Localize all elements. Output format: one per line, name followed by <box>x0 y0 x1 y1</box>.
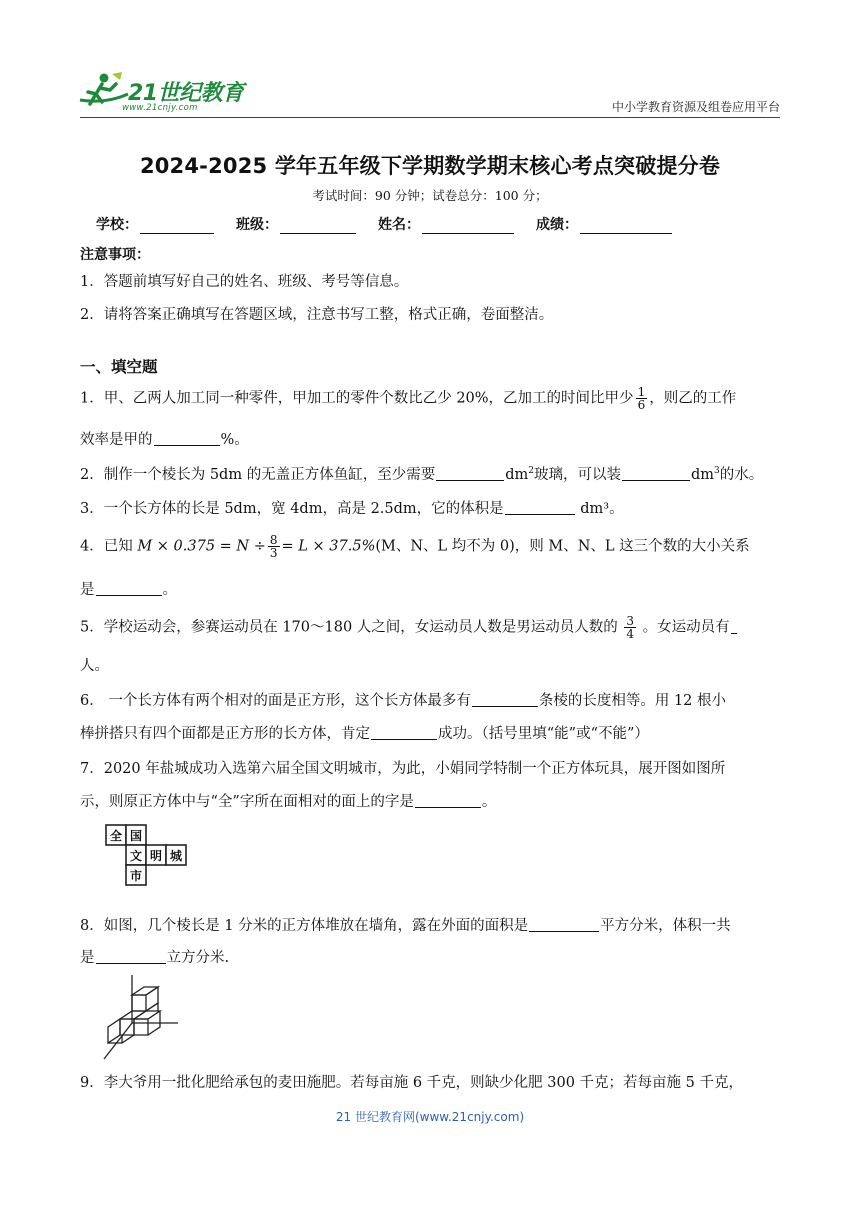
question-5-line-2: 人。 <box>80 658 109 674</box>
question-5-line-1: 5．学校运动会，参赛运动员在 170～180 人之间，女运动员人数是男运动员人数的 $\frac{3}{4}$ 。女运动员有 <box>80 615 738 640</box>
question-1-line-1: 1．甲、乙两人加工同一种零件，甲加工的零件个数比乙少 20%，乙加工的时间比甲少 $\frac{1}{6}$ ，则乙的工作 <box>80 385 737 412</box>
net-face-label: 国 <box>129 829 143 843</box>
exam-title: 2024-2025 学年五年级下学期数学期末核心考点突破提分卷 <box>139 154 721 178</box>
stacked-cubes-figure <box>100 973 182 1061</box>
question-4-line-1: 4．已知 M × 0.375 = N ÷ $\frac{8}{3}$ = L × 37.5%(M、N、L 均不为 0)，则 M、N、L 这三个数的大小关系 <box>80 533 750 560</box>
answer-blank[interactable] <box>436 466 504 482</box>
fraction: $\frac{1}{6}$ <box>637 385 646 412</box>
student-info-fields <box>96 214 694 234</box>
answer-blank[interactable] <box>415 793 481 809</box>
logo-url: www.21cnjy.com <box>122 103 198 113</box>
net-face-label: 城 <box>169 849 183 863</box>
answer-blank[interactable] <box>505 500 575 516</box>
answer-blank[interactable] <box>529 917 599 933</box>
class-field[interactable]: 班级： <box>236 214 356 234</box>
question-2: 2．制作一个棱长为 5dm 的无盖正方体鱼缸，至少需要 $dm^2$玻璃，可以装 $dm^3$的水。 <box>80 466 764 483</box>
question-8-line-1: 8．如图，几个棱长是 1 分米的正方体堆放在墙角，露在外面的面积是 平方分米，体积一共 <box>80 918 731 934</box>
answer-blank[interactable] <box>731 618 737 634</box>
answer-blank[interactable] <box>154 431 220 447</box>
score-field[interactable]: 成绩： <box>536 214 672 234</box>
net-face-label: 全 <box>109 829 123 843</box>
answer-blank[interactable] <box>472 692 538 708</box>
notice-item: 2．请将答案正确填写在答题区域，注意书写工整，格式正确，卷面整洁。 <box>80 307 554 323</box>
net-face-label: 明 <box>149 849 163 863</box>
cube-net-figure <box>104 823 194 889</box>
question-4-line-2: 是 。 <box>80 582 177 598</box>
question-6-line-1: 6． 一个长方体有两个相对的面是正方形，这个长方体最多有 条棱的长度相等。用 12 根小 <box>80 693 727 709</box>
section-title: 一、填空题 <box>80 358 158 376</box>
header-divider <box>80 117 780 118</box>
notice-heading: 注意事项： <box>80 247 150 263</box>
answer-blank[interactable] <box>96 581 162 597</box>
fraction: $\frac{3}{4}$ <box>626 614 635 641</box>
answer-blank[interactable] <box>371 725 437 741</box>
question-6-line-2: 棒拼搭只有四个面都是正方形的长方体，肯定 成功。（括号里填“能”或“不能”） <box>80 726 649 742</box>
question-1-line-2: 效率是甲的 %。 <box>80 432 249 448</box>
exam-info: 考试时间：90 分钟；试卷总分：100 分； <box>312 188 548 203</box>
question-9-line-1: 9．李大爷用一批化肥给承包的麦田施肥。若每亩施 6 千克，则缺少化肥 300 千克；若每亩施 5 千克， <box>80 1075 744 1091</box>
answer-blank[interactable] <box>96 949 166 965</box>
name-field[interactable]: 姓名： <box>378 214 514 234</box>
net-face-label: 市 <box>129 869 143 883</box>
page-footer[interactable]: 21 世纪教育网(www.21cnjy.com) <box>335 1110 525 1124</box>
question-7-line-2: 示，则原正方体中与“全”字所在面相对的面上的字是 。 <box>80 794 497 810</box>
school-field[interactable]: 学校： <box>96 214 214 234</box>
fraction: $\frac{8}{3}$ <box>269 533 278 560</box>
question-3: 3．一个长方体的长是 5dm，宽 4dm，高是 2.5dm，它的体积是 dm³。 <box>80 501 624 517</box>
answer-blank[interactable] <box>622 466 690 482</box>
platform-name: 中小学教育资源及组卷应用平台 <box>611 100 780 114</box>
net-face-label: 文 <box>129 849 143 863</box>
question-7-line-1: 7．2020 年盐城成功入选第六届全国文明城市，为此，小娟同学特制一个正方体玩具，展开图如图所 <box>80 761 726 777</box>
logo-text: 21世纪教育 <box>128 81 244 106</box>
notice-item: 1．答题前填写好自己的姓名、班级、考号等信息。 <box>80 274 409 290</box>
question-8-line-2: 是 立方分米. <box>80 950 230 966</box>
